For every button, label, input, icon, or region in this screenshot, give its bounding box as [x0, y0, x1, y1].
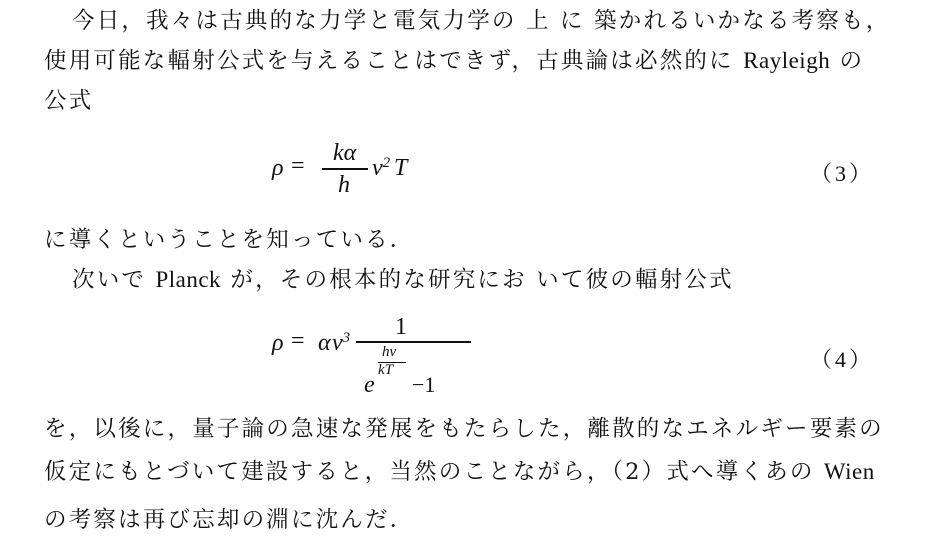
eq4-number: （4） [810, 347, 875, 372]
paragraph1-line2 [44, 49, 864, 73]
paragraph2-line2-text-b: が，その根本的な研究にお いて彼の輻射公式 [221, 267, 734, 293]
paragraph2-line2 [72, 268, 734, 292]
eq4-minus-one: −1 [412, 372, 436, 397]
eq4-lhs-rho: ρ [272, 330, 284, 356]
eq3-numerator: kα [333, 140, 357, 166]
eq3-nu: $\nu^2$ [372, 154, 391, 181]
eq4-e: e [364, 372, 375, 398]
eq3-nu-exponent: 2 [382, 154, 391, 171]
paragraph3-line1: を，以後に，量子論の急速な発展をもたらした，離散的なエネルギー要素の [44, 416, 884, 442]
paragraph1-line3: 公式 [44, 88, 94, 114]
eq4-fraction-bar [356, 341, 471, 343]
eq3-equals: = [291, 153, 305, 179]
paragraph3-line2 [44, 460, 875, 484]
name-rayleigh: Rayleigh [743, 48, 831, 73]
eq4-alpha: α [318, 330, 331, 356]
paragraph3-line2-text-a: 仮定にもとづいて建設すると，当然のことながら，（2）式へ導くあの [44, 459, 824, 485]
eq4-nu-exponent: 3 [342, 329, 351, 346]
paragraph3-line3: の考察は再び忘却の淵に沈んだ． [44, 507, 415, 533]
paragraph2-line2-text-a: 次いで [72, 267, 156, 293]
eq4-numerator: 1 [395, 314, 407, 340]
name-planck: Planck [155, 267, 222, 292]
eq3-number: （3） [810, 161, 875, 186]
eq3-T: T [394, 155, 408, 181]
paragraph2-line1: に導くということを知っている． [44, 227, 415, 253]
paragraph1-line2-text-a: 使用可能な輻射公式を与えることはできず，古典論は必然的に [44, 48, 744, 74]
eq3-fraction-bar [322, 168, 368, 170]
name-wien: Wien [823, 459, 875, 484]
eq4-equals: = [291, 328, 305, 354]
paragraph1-line1: 今日，我々は古典的な力学と電気力学の 上 に 築かれるいかなる考察も， [72, 8, 891, 34]
eq3-lhs-rho: ρ [272, 155, 284, 181]
eq3-denominator: h [338, 172, 350, 198]
paragraph1-line2-text-b: の [830, 48, 865, 74]
eq4-exponent-numerator: hν [382, 344, 397, 360]
eq4-exponent-denominator: kT [378, 362, 393, 378]
eq4-nu: $\nu^3$ [332, 329, 351, 356]
